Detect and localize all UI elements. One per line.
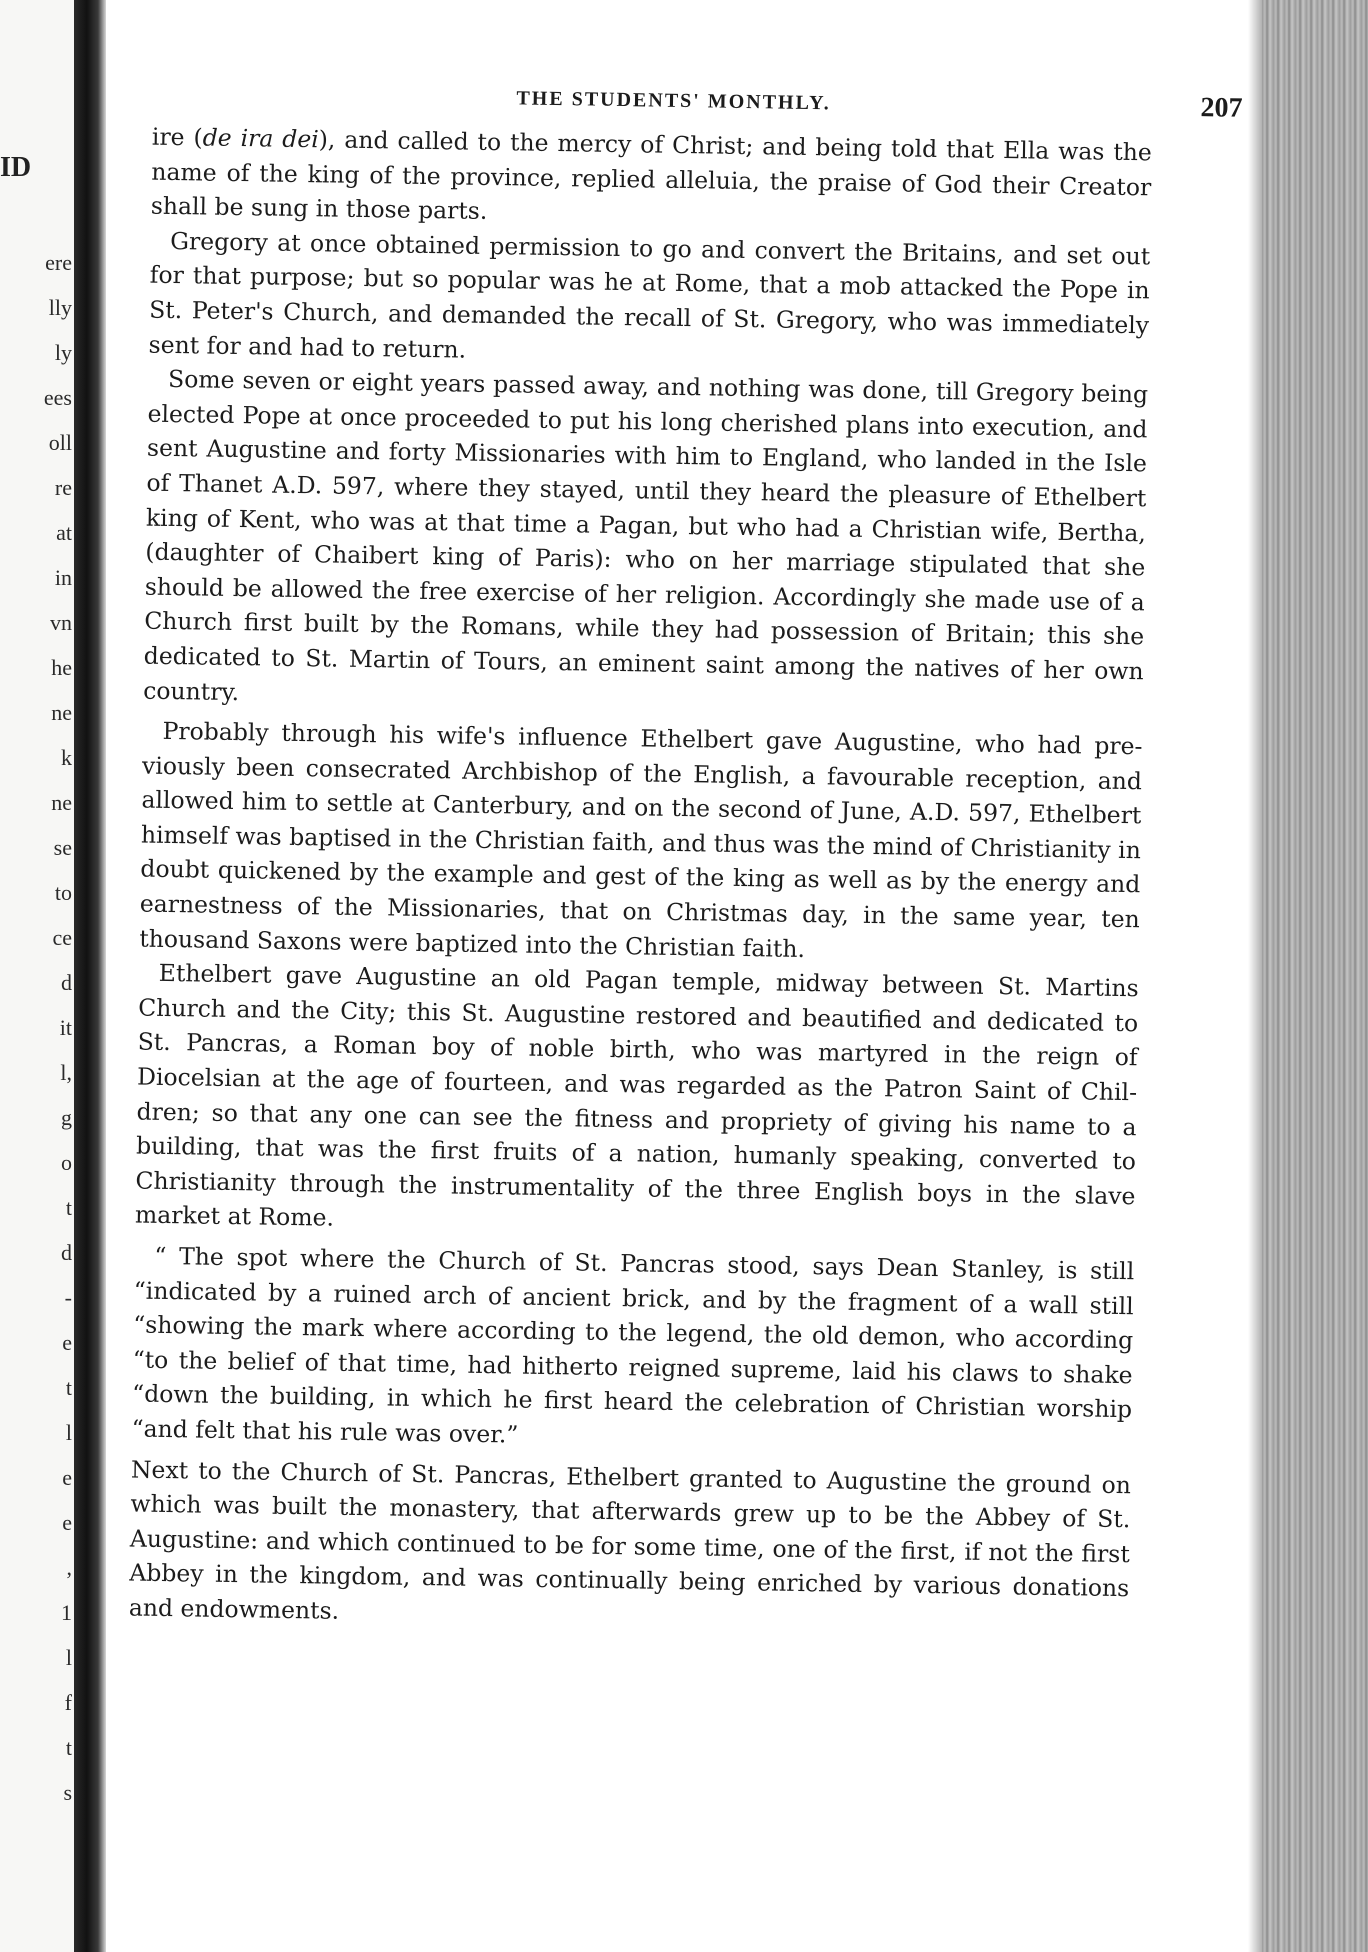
book-page bbox=[102, 0, 1268, 1952]
facing-page-line-fragment: ly bbox=[54, 340, 72, 365]
facing-page-line-fragment: re bbox=[54, 475, 72, 500]
paragraph-2: Gregory at once obtained permission to go and convert the Britains, and set out for that purpose; but so popular was he at Rome, that a mob attacked the Pope in St. Peter's Church, and demanded the recall of St. Gregory, who was immediately sent for and had to return. bbox=[148, 226, 1151, 364]
facing-page-line-fragment: at bbox=[56, 520, 72, 545]
book-page-edges bbox=[1262, 0, 1368, 1952]
running-head-title: THE STUDENTS' MONTHLY. bbox=[516, 87, 831, 115]
page-number: 207 bbox=[1200, 92, 1243, 124]
body-text bbox=[129, 120, 1153, 1641]
facing-page-line-fragment: 1 bbox=[61, 1600, 72, 1625]
facing-page-line-fragment: s bbox=[63, 1780, 72, 1805]
facing-page-line-fragment: e bbox=[62, 1510, 72, 1535]
quotation-paragraph: “ The spot where the Church of St. Pancras stood, says Dean Stanley, is still “indicated by a ruined arch of ancient brick, and by the fragment of a wall still “showing the mark where according to the legend, the old demon, who according “to the belief of that time, had hitherto reigned supreme, laid his claws to shake “down the building, in which he first heard the celebration of Christian worship “and felt that his rule was over.” bbox=[131, 1241, 1135, 1449]
facing-page-line-fragment: t bbox=[65, 1735, 72, 1760]
facing-page-line-fragment: t bbox=[65, 1375, 72, 1400]
paragraph-7: Next to the Church of St. Pancras, Ethelbert granted to Augustine the ground on which was built the monastery, that afterwards grew up to be the Abbey of St. Augustine: and which continued to be for some time, one of the first, if not the first Abbey in the kingdom, and was continually being enriched by various donations and endowments. bbox=[128, 1455, 1132, 1625]
facing-page-line-fragment: g bbox=[61, 1105, 72, 1130]
facing-page-edge bbox=[0, 0, 74, 1952]
facing-page-line-fragment: oll bbox=[48, 430, 72, 455]
facing-page-line-fragment: vn bbox=[50, 610, 72, 635]
facing-page-line-fragment: t bbox=[65, 1195, 72, 1220]
facing-page-line-fragment: d bbox=[61, 1240, 72, 1265]
facing-page-line-fragment: d bbox=[61, 970, 72, 995]
facing-page-line-fragment: it bbox=[59, 1015, 72, 1040]
facing-page-header-fragment: ID bbox=[0, 152, 32, 183]
facing-page-line-fragment: l, bbox=[60, 1060, 72, 1085]
paragraph-3: Some seven or eight years passed away, and nothing was done, till Gregory being elected Pope at once proceeded to put his long cherished plans into execution, and sent Augustine and forty Missionaries with him to England, who landed in the Isle of Thanet A.D. 597, where they stayed, until they heard the pleasure of Ethelbert king of Kent, who was at that time a Pagan, but who had a Christian wife, Bertha, (daughter of Chaibert king of Paris): who on her marriage stipulated that she should be allowed the free exercise of her religion. Accordingly she made use of a Church first built by the Romans, while they had possession of Britain; this she dedicated to St. Martin of Tours, an eminent saint among the natives of her own country. bbox=[143, 365, 1149, 706]
facing-page-line-fragment: ere bbox=[45, 250, 72, 275]
facing-page-line-fragment: l bbox=[65, 1645, 72, 1670]
facing-page-line-fragment: in bbox=[54, 565, 72, 590]
facing-page-line-fragment: k bbox=[61, 745, 72, 770]
facing-page-line-fragment: to bbox=[54, 880, 72, 905]
latin-phrase: de ira dei bbox=[202, 123, 319, 154]
facing-page-line-fragment: ne bbox=[51, 700, 72, 725]
facing-page-line-fragment: lly bbox=[48, 295, 72, 320]
paragraph-1 bbox=[151, 120, 1153, 239]
paragraph-4: Probably through his wife's influence Ethelbert gave Augustine, who had previously been consecrated Archbishop of the English, a favourable reception, and allowed him to settle at Canterbury, and on the second of June, A.D. 597, Ethelbert himself was baptised in the Christian faith, and thus was the mind of Christianity in doubt quickened by the example and gest of the king as well as by the energy and earnestness of the Missionaries, that on Christmas day, in the same year, ten thousand Saxons were baptized into the Christian faith. bbox=[139, 716, 1143, 963]
facing-page-line-fragment: se bbox=[53, 835, 72, 860]
facing-page-line-fragment: ne bbox=[51, 790, 72, 815]
paragraph-5: Ethelbert gave Augustine an old Pagan temple, midway between St. Martins Church and the City; this St. Augustine restored and beautified and dedicated to St. Pancras, a Roman boy of noble birth, who was martyred in the reign of Diocelsian at the age of fourteen, and was regarded as the Patron Saint of Children; so that any one can see the fitness and propriety of giving his name to a building, that was the first fruits of a nation, humanly speaking, converted to Christianity through the instrumentality of the three English boys in the slave market at Rome. bbox=[134, 959, 1139, 1233]
book-gutter bbox=[74, 0, 106, 1952]
facing-page-line-fragment: ees bbox=[43, 385, 72, 410]
paragraph-1-lead: ire ( bbox=[151, 122, 203, 152]
facing-page-line-fragment: - bbox=[64, 1285, 72, 1310]
facing-page-line-fragment: e bbox=[62, 1330, 72, 1355]
facing-page-line-fragment: f bbox=[64, 1690, 72, 1715]
facing-page-line-fragment: ce bbox=[52, 925, 72, 950]
facing-page-line-fragment: e bbox=[62, 1465, 72, 1490]
facing-page-line-fragment: , bbox=[66, 1555, 72, 1580]
facing-page-line-fragment: o bbox=[61, 1150, 72, 1175]
facing-page-line-fragment: l bbox=[65, 1420, 72, 1445]
paragraph-1-rest: ), and called to the mercy of Christ; and being told that Ella was the name of the king of the province, replied alleluia, the praise of God their Creator shall be sung in those parts. bbox=[150, 125, 1153, 226]
facing-page-line-fragment: he bbox=[51, 655, 72, 680]
